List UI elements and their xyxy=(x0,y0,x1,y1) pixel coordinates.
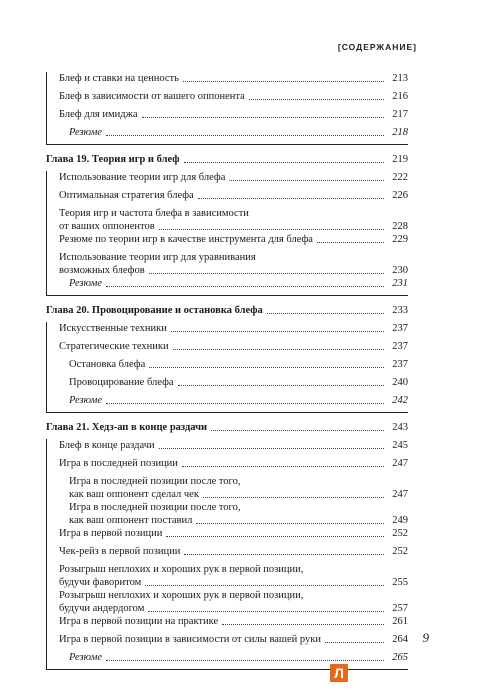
toc-entry-title: Использование теории игр для блефа xyxy=(59,172,226,183)
toc-resume xyxy=(47,126,408,144)
toc-page-number: 242 xyxy=(392,395,408,406)
dot-leader xyxy=(249,98,384,100)
toc-entry xyxy=(47,72,408,90)
toc-page-number: 218 xyxy=(392,127,408,138)
toc-entry xyxy=(47,527,408,545)
toc-entry xyxy=(47,322,408,340)
toc-entry xyxy=(47,545,408,563)
dot-leader xyxy=(229,179,384,181)
toc-resume xyxy=(47,394,408,412)
toc-entry-title: Резюме по теории игр в качестве инструмента для блефа xyxy=(59,234,313,245)
toc-entry-title: Глава 21. Хедз-ап в конце раздачи xyxy=(46,422,208,433)
toc-page-number: 233 xyxy=(392,305,408,316)
section-header: [СОДЕРЖАНИЕ] xyxy=(337,42,417,52)
toc-page-number: 226 xyxy=(392,190,408,201)
toc-page-number: 237 xyxy=(392,359,408,370)
toc-entry-title: Игра в последней позиции xyxy=(59,458,178,469)
toc-page-number: 261 xyxy=(392,616,408,627)
dot-leader xyxy=(106,134,384,136)
toc-entry xyxy=(47,589,408,615)
toc-section xyxy=(46,72,408,144)
dot-leader xyxy=(149,366,384,368)
toc-entry-title: Глава 19. Теория игр и блеф xyxy=(46,154,180,165)
toc-entry-title: Резюме xyxy=(69,127,103,138)
toc-entry-title-line1: Игра в последней позиции после того, xyxy=(69,502,241,513)
toc-page-number: 265 xyxy=(392,652,408,663)
toc-page-number: 247 xyxy=(392,458,408,469)
dot-leader xyxy=(317,241,384,243)
toc-chapter xyxy=(46,304,408,322)
toc-page-number: 252 xyxy=(392,528,408,539)
toc-page-number: 230 xyxy=(392,265,408,276)
section-divider xyxy=(46,669,408,670)
toc-entry-title: Чек-рейз в первой позиции xyxy=(59,546,181,557)
toc-page-number: 240 xyxy=(392,377,408,388)
toc-page-number: 213 xyxy=(392,73,408,84)
toc-entry-title: Оптимальная стратегия блефа xyxy=(59,190,194,201)
toc-entry-title: Блеф в конце раздачи xyxy=(59,440,155,451)
toc-entry-title: будучи андердогом xyxy=(59,603,145,614)
toc-page-number: 229 xyxy=(392,234,408,245)
toc-entry-title: как ваш оппонент сделал чек xyxy=(69,489,199,500)
toc-entry-title-line1: Розыгрыш неплохих и хороших рук в первой позиции, xyxy=(59,564,304,575)
toc-entry xyxy=(47,376,408,394)
toc-page-number: 252 xyxy=(392,546,408,557)
dot-leader xyxy=(171,330,384,332)
toc-entry-title: Провоцирование блефа xyxy=(69,377,174,388)
toc-page-number: 243 xyxy=(392,422,408,433)
toc-page-number: 216 xyxy=(392,91,408,102)
page-number: 9 xyxy=(422,630,429,645)
dot-leader xyxy=(173,348,384,350)
toc-entry xyxy=(47,358,408,376)
dot-leader xyxy=(184,553,384,555)
toc-entry-title: Игра в первой позиции в зависимости от силы вашей руки xyxy=(59,634,322,645)
dot-leader xyxy=(106,285,384,287)
toc-entry-title: Блеф и ставки на ценность xyxy=(59,73,179,84)
toc-entry-title: Игра в первой позиции на практике xyxy=(59,616,219,627)
toc-page-number: 237 xyxy=(392,341,408,352)
dot-leader xyxy=(148,610,384,612)
toc-entry-title: Искусственные техники xyxy=(59,323,167,334)
toc-entry-title: Резюме xyxy=(69,395,103,406)
toc-entry-title-line1: Игра в последней позиции после того, xyxy=(69,476,241,487)
dot-leader xyxy=(196,522,384,524)
toc-section xyxy=(46,322,408,412)
toc-section xyxy=(46,171,408,295)
toc-entry xyxy=(47,108,408,126)
toc-page-number: 222 xyxy=(392,172,408,183)
dot-leader xyxy=(145,584,384,586)
dot-leader xyxy=(106,659,384,661)
toc-entry-title: Игра в первой позиции xyxy=(59,528,163,539)
toc-entry-title: от ваших оппонентов xyxy=(59,221,155,232)
dot-leader xyxy=(142,116,384,118)
toc-resume xyxy=(47,651,408,669)
toc-entry xyxy=(47,615,408,633)
dot-leader xyxy=(166,535,384,537)
toc-entry xyxy=(47,90,408,108)
dot-leader xyxy=(203,496,384,498)
dot-leader xyxy=(106,402,384,404)
toc-entry-title-line1: Использование теории игр для уравнивания xyxy=(59,252,256,263)
toc-entry xyxy=(47,189,408,207)
dot-leader xyxy=(183,80,384,82)
toc-entry-title: Глава 20. Провоцирование и остановка блефа xyxy=(46,305,263,316)
dot-leader xyxy=(198,197,384,199)
toc-page-number: 217 xyxy=(392,109,408,120)
toc-page-number: 219 xyxy=(392,154,408,165)
toc-page-number: 257 xyxy=(392,603,408,614)
toc-entry xyxy=(47,340,408,358)
toc-entry xyxy=(47,207,408,233)
dot-leader xyxy=(211,429,384,431)
toc-entry xyxy=(47,633,408,651)
dot-leader xyxy=(159,228,384,230)
toc-entry-title: будучи фаворитом xyxy=(59,577,142,588)
toc-entry-title: как ваш оппонент поставил xyxy=(69,515,193,526)
dot-leader xyxy=(267,312,384,314)
toc-chapter xyxy=(46,421,408,439)
dot-leader xyxy=(184,161,384,163)
toc-entry-title: Блеф в зависимости от вашего оппонента xyxy=(59,91,245,102)
dot-leader xyxy=(149,272,384,274)
toc-entry xyxy=(47,475,408,501)
toc-chapter xyxy=(46,153,408,171)
toc-entry-title-line1: Теория игр и частота блефа в зависимости xyxy=(59,208,249,219)
toc-entry xyxy=(47,233,408,251)
toc-entry-title: возможных блефов xyxy=(59,265,145,276)
table-of-contents xyxy=(46,72,408,670)
toc-entry xyxy=(47,439,408,457)
toc-entry-title: Резюме xyxy=(69,652,103,663)
toc-entry xyxy=(47,171,408,189)
publisher-logo: Л xyxy=(330,664,348,682)
toc-entry xyxy=(47,501,408,527)
toc-resume xyxy=(47,277,408,295)
toc-entry-title: Блеф для имиджа xyxy=(59,109,138,120)
toc-page-number: 249 xyxy=(392,515,408,526)
dot-leader xyxy=(222,623,384,625)
toc-entry-title: Стратегические техники xyxy=(59,341,169,352)
toc-entry-title: Резюме xyxy=(69,278,103,289)
toc-page-number: 255 xyxy=(392,577,408,588)
toc-page-number: 228 xyxy=(392,221,408,232)
toc-entry-title-line1: Розыгрыш неплохих и хороших рук в первой позиции, xyxy=(59,590,304,601)
toc-page-number: 247 xyxy=(392,489,408,500)
toc-section xyxy=(46,439,408,669)
toc-entry xyxy=(47,251,408,277)
dot-leader xyxy=(178,384,384,386)
toc-page-number: 231 xyxy=(392,278,408,289)
dot-leader xyxy=(182,465,384,467)
toc-entry xyxy=(47,457,408,475)
dot-leader xyxy=(159,447,384,449)
toc-entry xyxy=(47,563,408,589)
toc-page-number: 264 xyxy=(392,634,408,645)
toc-page-number: 237 xyxy=(392,323,408,334)
dot-leader xyxy=(325,641,384,643)
toc-page-number: 245 xyxy=(392,440,408,451)
toc-entry-title: Остановка блефа xyxy=(69,359,146,370)
